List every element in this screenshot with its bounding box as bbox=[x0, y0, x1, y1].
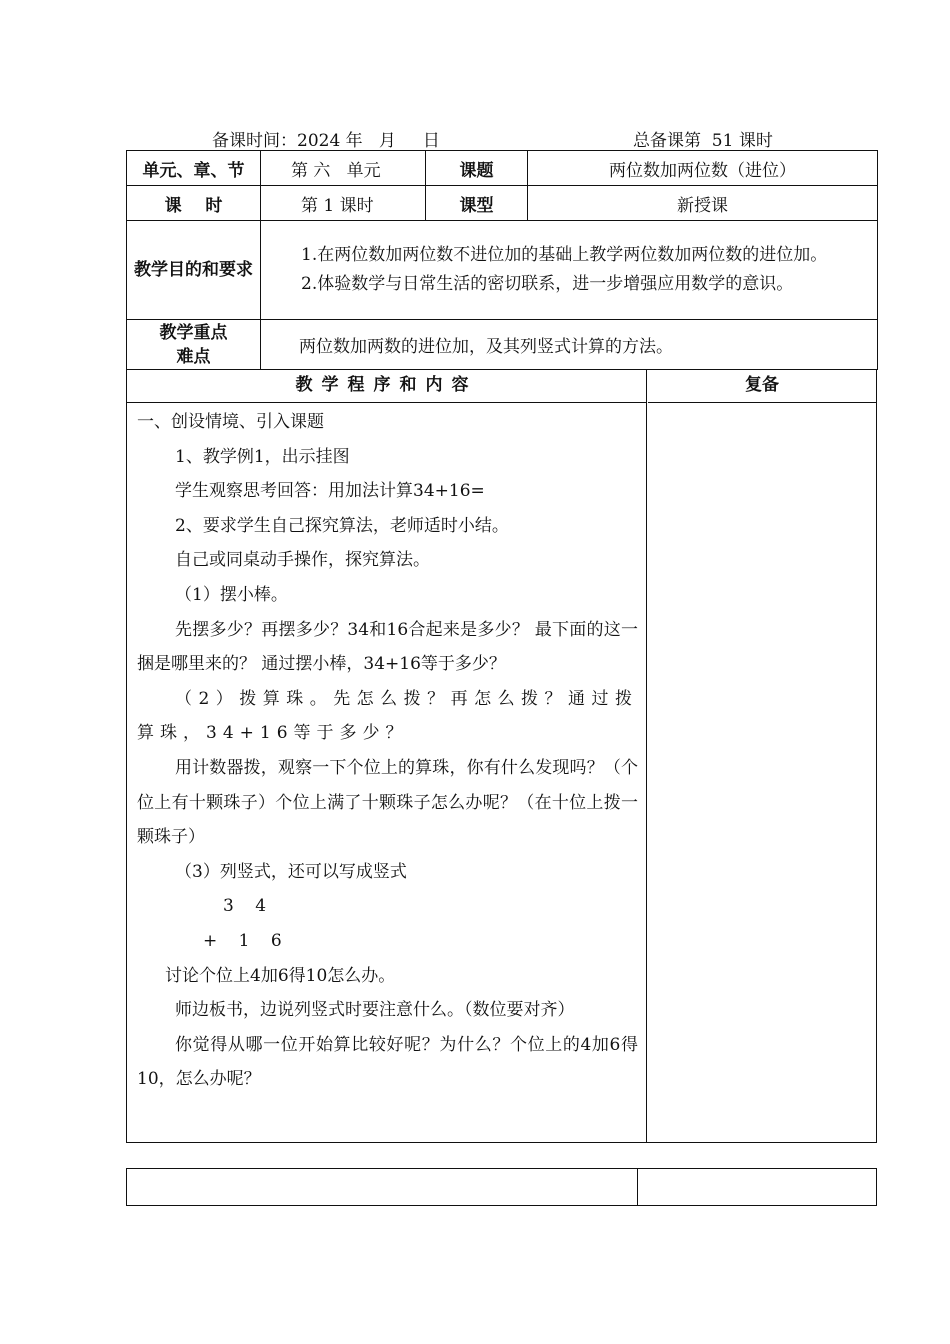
content-line: 学生观察思考回答：用加法计算34+16= bbox=[175, 481, 485, 502]
content-line: 1、教学例1，出示挂图 bbox=[175, 446, 350, 467]
type-value: 新授课 bbox=[528, 186, 878, 221]
content-line: 2、要求学生自己探究算法，老师适时小结。 bbox=[175, 515, 509, 536]
objective-content bbox=[261, 221, 878, 320]
topic-label: 课题 bbox=[426, 151, 528, 186]
total-suffix: 课时 bbox=[738, 131, 773, 151]
content-line: 用计数器拨，观察一下个位上的算珠，你有什么发现吗？（个位上有十颗珠子）个位上满了十颗珠子怎么办呢？（在十位上拨一颗珠子） bbox=[137, 757, 638, 848]
prep-label: 备课时间：2024 bbox=[212, 131, 341, 151]
content-line: 你觉得从哪一位开始算比较好呢？为什么？个位上的4加6得10，怎么办呢？ bbox=[137, 1034, 638, 1090]
unit-label: 单元、章、节 bbox=[127, 151, 261, 186]
day-blank bbox=[396, 132, 423, 151]
content-line: 讨论个位上4加6得10怎么办。 bbox=[165, 965, 396, 986]
content-line: 自己或同桌动手操作，探究算法。 bbox=[175, 550, 430, 571]
content-line: 先摆多少？再摆多少？34和16合起来是多少？ 最下面的这一捆是哪里来的？ 通过摆小棒，34+16等于多少？ bbox=[137, 619, 638, 675]
content-line: （3）列竖式，还可以写成竖式 bbox=[175, 861, 407, 882]
objective-item: 2.体验数学与日常生活的密切联系，进一步增强应用数学的意识。 bbox=[301, 274, 794, 294]
vertical-calc-line: 3 4 bbox=[223, 896, 275, 917]
period-label: 课 时 bbox=[127, 186, 261, 221]
month-blank bbox=[363, 132, 379, 151]
procedure-content bbox=[127, 403, 646, 1097]
right-border bbox=[876, 1169, 877, 1205]
review-header: 复备 bbox=[648, 369, 876, 403]
content-line: 一、创设情境、引入课题 bbox=[137, 412, 324, 432]
topic-value: 两位数加两位数（进位） bbox=[528, 151, 878, 186]
continued-table bbox=[126, 1168, 877, 1206]
procedure-header: 教学程序和内容 bbox=[127, 369, 646, 403]
year-label: 年 bbox=[345, 131, 363, 151]
total-lessons bbox=[633, 126, 773, 151]
column-divider bbox=[637, 1169, 638, 1205]
header-line bbox=[0, 124, 950, 150]
procedure-column bbox=[127, 369, 647, 1142]
total-prefix: 总备课第 bbox=[633, 131, 701, 151]
content-line: 师边板书，边说列竖式时要注意什么。（数位要对齐） bbox=[175, 1000, 575, 1021]
period-value: 第 1 课时 bbox=[261, 186, 426, 221]
month-label: 月 bbox=[378, 131, 396, 151]
prep-time bbox=[212, 126, 440, 151]
objective-item: 1.在两位数加两位数不进位加的基础上教学两位数加两位数的进位加。 bbox=[301, 245, 828, 265]
total-number: 51 bbox=[701, 131, 739, 151]
vertical-calc-line: + 1 6 bbox=[203, 930, 290, 951]
unit-value: 第 六 单元 bbox=[261, 151, 426, 186]
objective-label: 教学目的和要求 bbox=[127, 221, 261, 320]
keypoint-label: 教学重点难点 bbox=[127, 320, 261, 370]
content-line: （2）拨算珠。先怎么拨？再怎么拨？通过拨算珠，34+16等于多少？ bbox=[137, 688, 638, 744]
type-label: 课型 bbox=[426, 186, 528, 221]
day-label: 日 bbox=[422, 131, 440, 151]
procedure-section bbox=[126, 369, 877, 1143]
lesson-info-table bbox=[126, 150, 878, 370]
keypoint-value: 两位数加两数的进位加，及其列竖式计算的方法。 bbox=[261, 320, 878, 370]
content-line: （1）摆小棒。 bbox=[175, 584, 288, 605]
